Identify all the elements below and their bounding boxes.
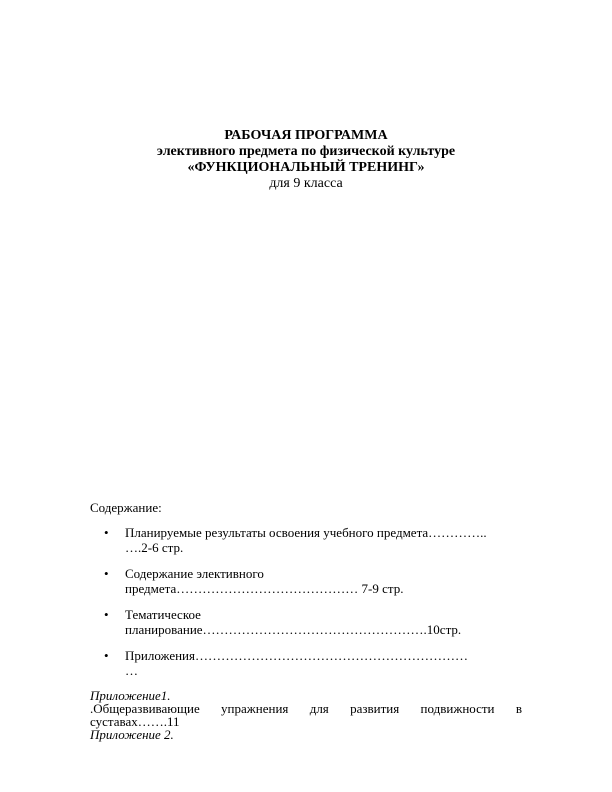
toc-item-line: ….2-6 стр. (125, 540, 184, 555)
toc-item-line: Тематическое (125, 607, 201, 622)
table-of-contents (90, 500, 530, 741)
toc-item-planning (90, 607, 520, 637)
appendix-word: подвижности (420, 701, 495, 716)
contents-heading: Содержание: (90, 500, 162, 515)
appendix-2-title: Приложение 2. (90, 727, 174, 742)
title-line-3: «ФУНКЦИОНАЛЬНЫЙ ТРЕНИНГ» (187, 160, 425, 175)
toc-item-line: планирование…………………………………………….10стр. (125, 622, 462, 637)
appendix-word: .Общеразвивающие (90, 701, 200, 716)
title-line-2: элективного предмета по физической культуре (156, 144, 456, 159)
toc-item-results (90, 525, 520, 555)
bullet-icon: • (104, 525, 109, 540)
appendix-word: развития (350, 701, 400, 716)
toc-item-line: Приложения……………………………………………………… (125, 648, 468, 663)
bullet-icon: • (104, 566, 109, 581)
appendix-word: для (309, 701, 329, 716)
appendix-1-line-2: суставах…….11 (90, 714, 180, 729)
toc-item-line: Планируемые результаты освоения учебного предмета………….. (125, 525, 487, 540)
toc-item-appendices (90, 648, 520, 678)
toc-list (90, 525, 530, 678)
toc-item-line: … (125, 663, 138, 678)
appendix-word: упражнения (221, 701, 289, 716)
toc-item-content (90, 566, 520, 596)
appendix-1-title: Приложение1. (90, 688, 171, 703)
appendix-word: в (515, 701, 522, 716)
document-title (0, 128, 612, 192)
bullet-icon: • (104, 607, 109, 622)
title-line-4: для 9 класса (269, 176, 343, 191)
appendix-section (90, 689, 530, 741)
toc-item-line: предмета…………………………………… 7-9 стр. (125, 581, 404, 596)
title-line-1: РАБОЧАЯ ПРОГРАММА (224, 128, 388, 143)
toc-item-line: Содержание элективного (125, 566, 264, 581)
bullet-icon: • (104, 648, 109, 663)
